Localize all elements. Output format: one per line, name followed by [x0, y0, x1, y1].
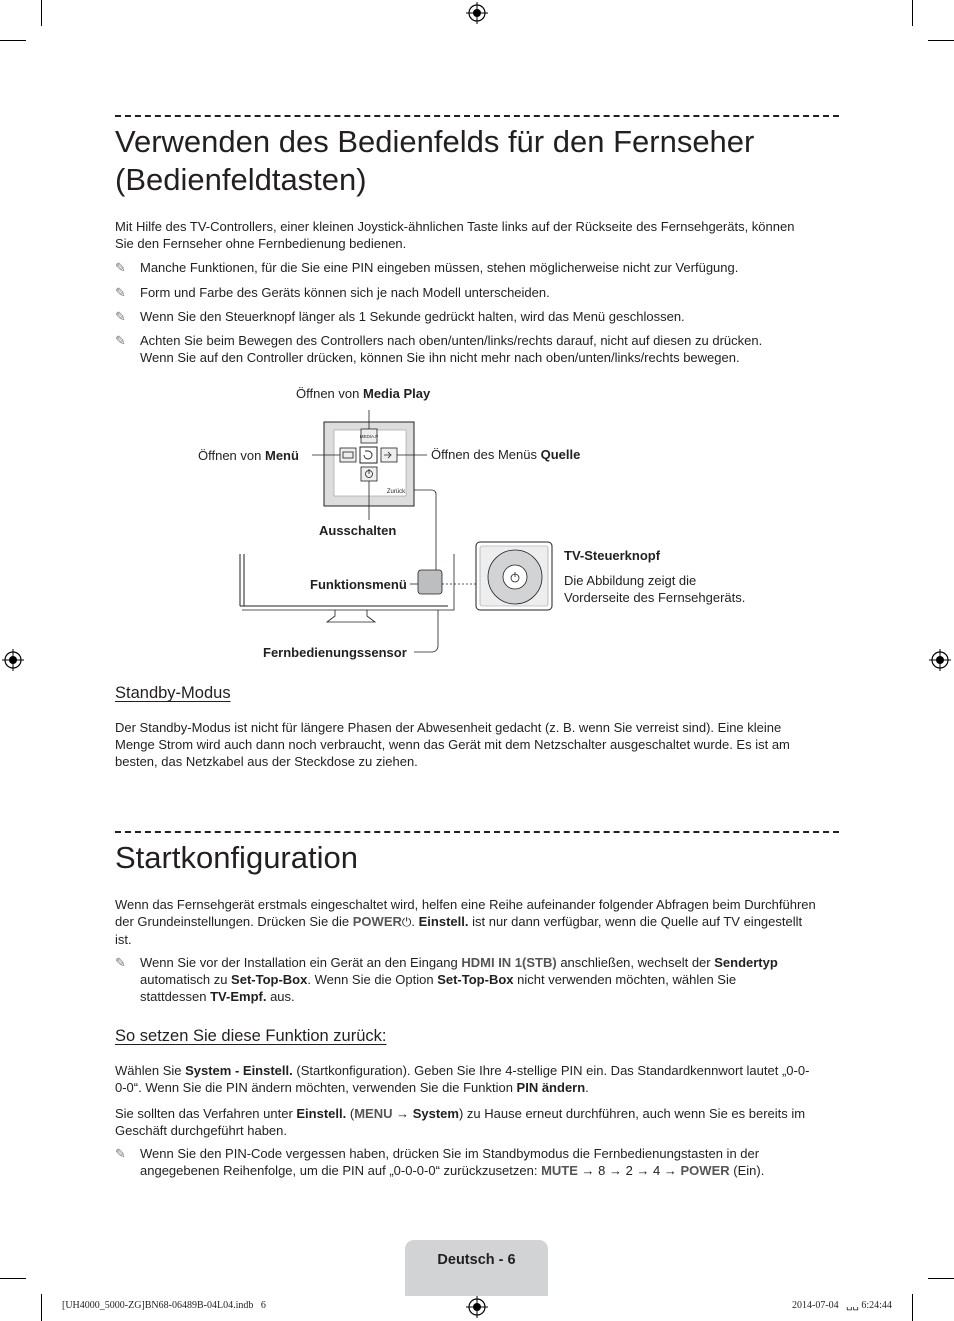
section-divider — [115, 115, 839, 117]
power-icon: ⏻ — [401, 915, 412, 929]
text-run: . Wenn Sie die Option — [307, 972, 438, 987]
reset-line — [115, 1062, 855, 1079]
text-run: → 8 → 2 → 4 → — [577, 1163, 681, 1178]
label-menu — [198, 448, 299, 463]
mute-key-label: MUTE — [541, 1163, 578, 1178]
einstell-label: Einstell. — [296, 1106, 347, 1121]
standby-paragraph — [115, 719, 855, 770]
standby-line: Menge Strom wird auch dann noch verbraucht, wenn das Gerät mit dem Netzschalter ausgeschaltet wurde. Es ist am — [115, 737, 790, 752]
reset-paragraph-1 — [115, 1062, 855, 1096]
reset-paragraph-2 — [115, 1105, 855, 1139]
power-key-label: POWER — [352, 914, 402, 929]
menu-key-label: MENU — [354, 1106, 393, 1121]
standby-line: besten, das Netzkabel aus der Steckdose zu ziehen. — [115, 754, 418, 769]
startkonfig-line: ist. — [115, 932, 132, 947]
label-media-play — [296, 386, 430, 401]
pencil-note-icon: ✎ — [115, 1146, 126, 1161]
text-run: Sie sollten das Verfahren unter — [115, 1106, 297, 1121]
intro-line: Sie den Fernseher ohne Fernbedienung bedienen. — [115, 236, 407, 251]
text-run: (Ein). — [729, 1163, 765, 1178]
text-run: → — [392, 1106, 413, 1121]
text-run: ist nur dann verfügbar, wenn die Quelle auf TV eingestellt — [468, 914, 803, 929]
label-media-play-prefix: Öffnen von — [296, 386, 363, 401]
text-run: (Startkonfiguration). Geben Sie Ihre 4-stellige PIN ein. Das Standardkennwort lautet „0-0- — [292, 1063, 810, 1078]
text-run: . — [411, 914, 419, 929]
note-text: Wenn Sie den Steuerknopf länger als 1 Sekunde gedrückt halten, wird das Menü geschlossen. — [140, 309, 685, 324]
system-label: System - Einstell. — [185, 1063, 293, 1078]
pencil-note-icon: ✎ — [115, 955, 126, 970]
intro-line: Mit Hilfe des TV-Controllers, einer kleinen Joystick-ähnlichen Taste links auf der Rückseite des Fernsehgeräts, können — [115, 219, 795, 234]
standby-line: Der Standby-Modus ist nicht für längere Phasen der Abwesenheit gedacht (z. B. wenn Sie verreist sind). Eine kleine — [115, 720, 782, 735]
note-item — [115, 308, 839, 325]
reset-line — [115, 1105, 855, 1122]
registration-mark-icon — [466, 2, 488, 24]
note-item — [115, 1145, 839, 1179]
file-info: [UH4000_5000-ZG]BN68-06489B-04L04.indb 6 — [62, 1300, 266, 1311]
note-text: Wenn Sie auf den Controller drücken, können Sie ihn nicht mehr nach oben/unten/links/rechts bewegen. — [140, 350, 740, 365]
registration-mark-icon — [929, 649, 951, 671]
crop-mark — [0, 40, 26, 41]
label-menu-prefix: Öffnen von — [198, 448, 265, 463]
label-media-play-bold: Media Play — [362, 386, 431, 401]
standby-heading: Standby-Modus — [115, 684, 231, 702]
text-run: automatisch zu — [140, 972, 232, 987]
einstell-label: Einstell. — [418, 914, 469, 929]
stb-label: Set-Top-Box — [231, 972, 308, 987]
svg-text:MEDIA.P: MEDIA.P — [359, 434, 379, 439]
pencil-note-icon: ✎ — [115, 309, 126, 324]
reset-line — [115, 1079, 855, 1096]
label-source — [431, 447, 580, 462]
note-item — [115, 284, 839, 301]
controller-desc-line: Die Abbildung zeigt die — [564, 573, 697, 588]
power-key-label: POWER — [680, 1163, 730, 1178]
label-menu-bold: Menü — [264, 448, 299, 463]
hdmi-label: HDMI IN 1(STB) — [461, 955, 557, 970]
note-text — [140, 1162, 839, 1179]
label-power-off: Ausschalten — [319, 523, 397, 538]
label-source-bold: Quelle — [540, 447, 581, 462]
note-item — [115, 954, 839, 1005]
startkonfig-line — [115, 913, 855, 931]
print-date: 2014-07-04 ␣␣ 6:24:44 — [792, 1300, 892, 1311]
pencil-note-icon: ✎ — [115, 285, 126, 300]
startkonfig-paragraph — [115, 896, 855, 948]
crop-mark — [0, 1278, 26, 1279]
text-run: ( — [346, 1106, 355, 1121]
crop-mark — [928, 1278, 954, 1279]
label-function-menu: Funktionsmenü — [310, 577, 407, 592]
note-item — [115, 259, 839, 276]
crop-mark — [912, 0, 913, 26]
text-run: stattdessen — [140, 989, 211, 1004]
note-text: Form und Farbe des Geräts können sich je nach Modell unterscheiden. — [140, 285, 550, 300]
function-menu-knob-icon — [418, 570, 442, 594]
text-run: ) zu Hause erneut durchführen, auch wenn Sie es bereits im — [458, 1106, 806, 1121]
note-item — [115, 332, 839, 366]
text-run: angegebenen Reihenfolge, um die PIN auf „0-0-0-0“ zurückzusetzen: — [140, 1163, 542, 1178]
label-source-prefix: Öffnen des Menüs — [431, 447, 541, 462]
page-title-line: Verwenden des Bedienfelds für den Fernseher — [115, 124, 755, 159]
crop-mark — [912, 1294, 913, 1321]
crop-mark — [41, 0, 42, 26]
reset-heading: So setzen Sie diese Funktion zurück: — [115, 1027, 387, 1045]
section-title-startkonfiguration: Startkonfiguration — [115, 840, 358, 875]
pencil-note-icon: ✎ — [115, 333, 126, 348]
page-title-line: (Bedienfeldtasten) — [115, 162, 367, 197]
page-title — [115, 123, 855, 199]
text-run: aus. — [266, 989, 295, 1004]
startkonfig-line: Wenn das Fernsehgerät erstmals eingeschaltet wird, helfen eine Reihe aufeinander folgender Abfragen beim Durchführen — [115, 897, 816, 912]
tvempf-label: TV-Empf. — [210, 989, 267, 1004]
reset-line: Geschäft durchgeführt haben. — [115, 1123, 288, 1138]
note-text: Wenn Sie den PIN-Code vergessen haben, drücken Sie im Standbymodus die Fernbedienungstasten in der — [140, 1146, 760, 1161]
note-text — [140, 954, 839, 971]
pencil-note-icon: ✎ — [115, 260, 126, 275]
text-run: anschließen, wechselt der — [556, 955, 715, 970]
label-controller-title: TV-Steuerknopf — [564, 548, 661, 563]
section-divider — [115, 831, 839, 833]
text-run: der Grundeinstellungen. Drücken Sie die — [115, 914, 353, 929]
text-run: 0-0“. Wenn Sie die PIN ändern möchten, verwenden Sie die Funktion — [115, 1080, 517, 1095]
sendertyp-label: Sendertyp — [714, 955, 778, 970]
text-run: . — [585, 1080, 589, 1095]
controller-desc-line: Vorderseite des Fernsehgeräts. — [564, 590, 746, 605]
system-label: System — [412, 1106, 459, 1121]
text-run: Wenn Sie vor der Installation ein Gerät an den Eingang — [140, 955, 462, 970]
pin-label: PIN ändern — [516, 1080, 586, 1095]
svg-text:Zurück: Zurück — [386, 489, 406, 495]
text-run: Wählen Sie — [115, 1063, 186, 1078]
stb-label: Set-Top-Box — [437, 972, 514, 987]
registration-mark-icon — [466, 1296, 488, 1318]
page-number-tab — [405, 1240, 548, 1296]
crop-mark — [928, 40, 954, 41]
note-text — [140, 988, 839, 1005]
back-button-icon — [360, 447, 377, 463]
menu-button-icon — [340, 448, 356, 462]
text-run: nicht verwenden möchten, wählen Sie — [513, 972, 737, 987]
registration-mark-icon — [2, 649, 24, 671]
note-text: Manche Funktionen, für die Sie eine PIN eingeben müssen, stehen möglicherweise nicht zur Verfügung. — [140, 260, 739, 275]
intro-paragraph — [115, 218, 855, 252]
crop-mark — [41, 1294, 42, 1321]
label-remote-sensor: Fernbedienungssensor — [263, 645, 407, 660]
note-text — [140, 971, 839, 988]
label-controller-desc — [564, 572, 745, 606]
page-number-label: Deutsch - 6 — [437, 1252, 516, 1268]
note-text: Achten Sie beim Bewegen des Controllers nach oben/unten/links/rechts darauf, nicht auf diesen zu drücken. — [140, 333, 763, 348]
